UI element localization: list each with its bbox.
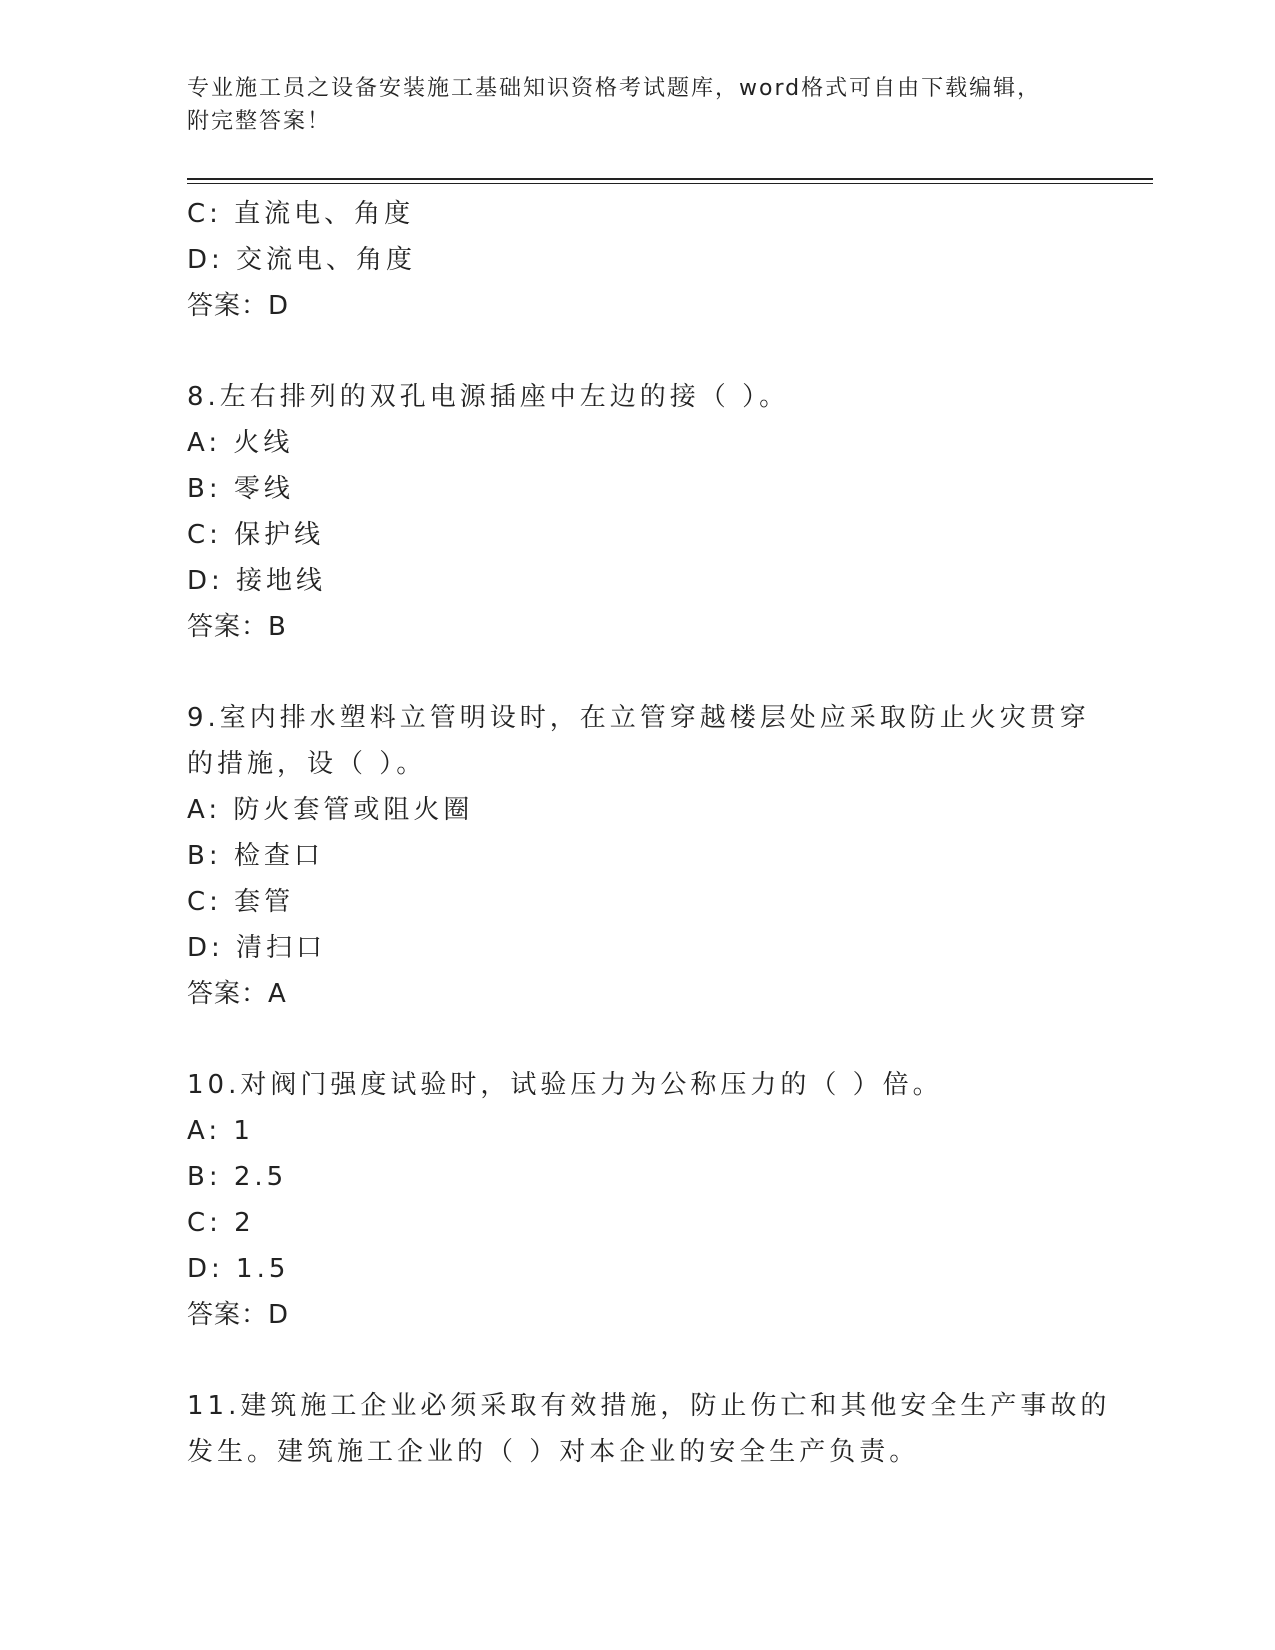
question-block-10	[187, 1062, 1067, 1338]
header-divider-thin	[187, 183, 1153, 184]
answer-line: 答案：A	[187, 979, 287, 1009]
question-text: 10.对阀门强度试验时，试验压力为公称压力的（ ）倍。	[187, 1070, 943, 1100]
answer-line: 答案：D	[187, 291, 290, 321]
option-b: B: 检查口	[187, 841, 324, 871]
option-a: A: 防火套管或阻火圈	[187, 795, 474, 825]
option-b: B: 2.5	[187, 1162, 288, 1192]
question-text-line-2: 发生。建筑施工企业的（ ）对本企业的安全生产负责。	[187, 1437, 920, 1467]
question-text-line-2: 的措施，设（ ）。	[187, 749, 427, 779]
question-list	[187, 191, 1111, 1475]
option-c: C: 保护线	[187, 520, 325, 550]
question-text-line-1: 9.室内排水塑料立管明设时，在立管穿越楼层处应采取防止火灾贯穿	[187, 703, 1090, 733]
option-a: A: 火线	[187, 428, 294, 458]
option-d: D: 1.5	[187, 1254, 290, 1284]
question-text-line-1: 11.建筑施工企业必须采取有效措施，防止伤亡和其他安全生产事故的	[187, 1391, 1111, 1421]
option-c: C: 2	[187, 1208, 255, 1238]
question-block-11	[187, 1383, 1111, 1475]
question-spacer	[187, 650, 1067, 695]
option-a: A: 1	[187, 1116, 254, 1146]
question-block-9	[187, 695, 1090, 1017]
answer-line: 答案：D	[187, 1300, 290, 1330]
header-divider-thick	[187, 178, 1153, 180]
question-spacer	[187, 1017, 1067, 1062]
question-spacer	[187, 1338, 1067, 1383]
question-spacer	[187, 329, 1067, 374]
option-c: C: 套管	[187, 887, 295, 917]
question-block-7	[187, 191, 1067, 329]
question-block-8	[187, 374, 1067, 650]
header-line-1: 专业施工员之设备安装施工基础知识资格考试题库，word格式可自由下载编辑，	[187, 76, 1042, 101]
header-line-2: 附完整答案！	[187, 109, 332, 134]
document-header	[187, 72, 1067, 138]
document-page	[187, 0, 1153, 1650]
option-c: C: 直流电、角度	[187, 199, 415, 229]
question-text: 8.左右排列的双孔电源插座中左边的接（ ）。	[187, 382, 790, 412]
answer-line: 答案：B	[187, 612, 287, 642]
option-b: B: 零线	[187, 474, 294, 504]
option-d: D: 交流电、角度	[187, 245, 417, 275]
option-d: D: 清扫口	[187, 933, 327, 963]
option-d: D: 接地线	[187, 566, 327, 596]
